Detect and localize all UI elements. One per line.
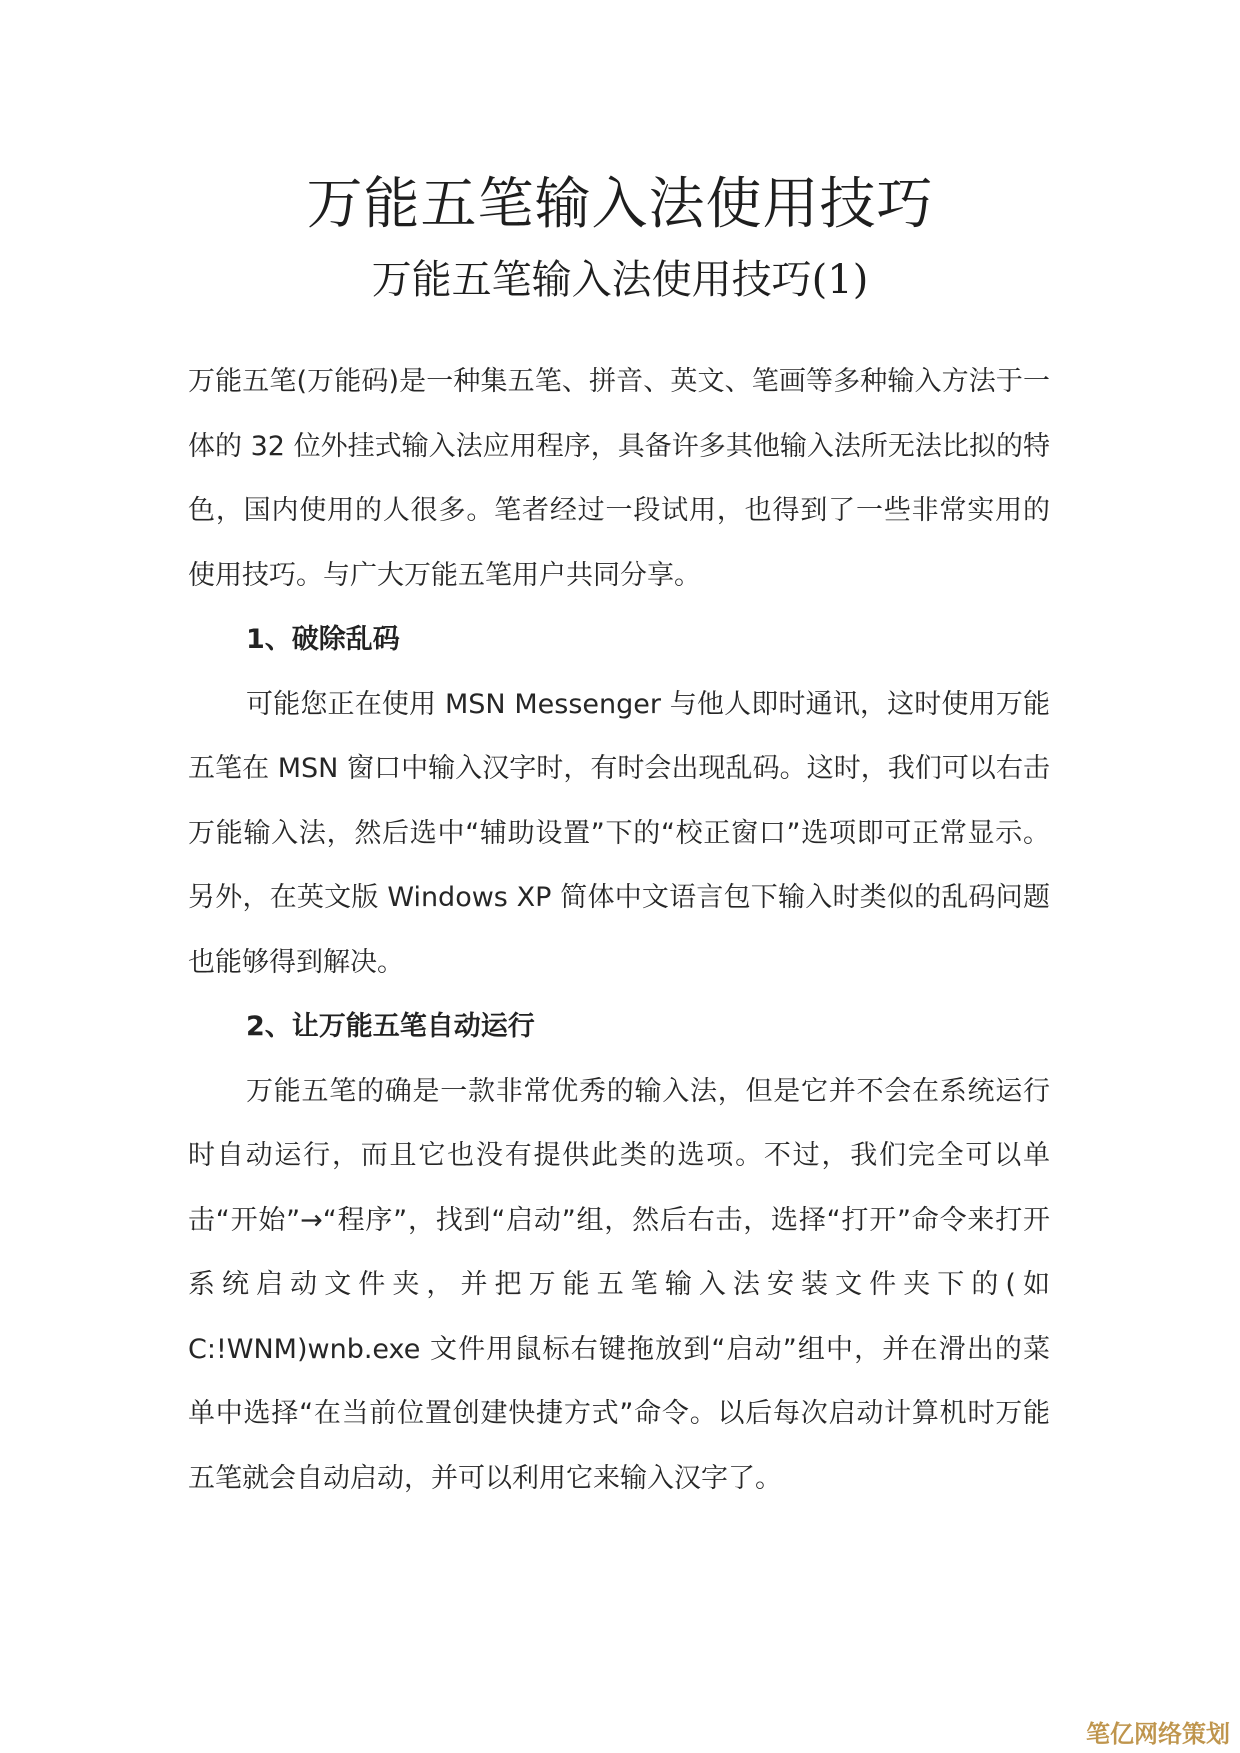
section-paragraph-1: 可能您正在使用 MSN Messenger 与他人即时通讯，这时使用万能五笔在 MSN 窗口中输入汉字时，有时会出现乱码。这时，我们可以右击万能输入法，然后选中“辅助设置”下的“校正窗口”选项即可正常显示。另外，在英文版 Windows XP 简体中文语言包下输入时类似的乱码问题也能够得到解决。	[188, 688, 1050, 978]
section-paragraph-2: 万能五笔的确是一款非常优秀的输入法，但是它并不会在系统运行时自动运行，而且它也没有提供此类的选项。不过，我们完全可以单击“开始”→“程序”，找到“启动”组，然后右击，选择“打开”命令来打开系统启动文件夹，并把万能五笔输入法安装文件夹下的(如 C:!WNM)wnb.exe 文件用鼠标右键拖放到“启动”组中，并在滑出的菜单中选择“在当前位置创建快捷方式”命令。以后每次启动计算机时万能五笔就会自动启动，并可以利用它来输入汉字了。	[188, 1075, 1050, 1494]
document-title: 万能五笔输入法使用技巧	[306, 172, 934, 237]
intro-paragraph: 万能五笔(万能码)是一种集五笔、拼音、英文、笔画等多种输入方法于一体的 32 位外挂式输入法应用程序，具备许多其他输入法所无法比拟的特色，国内使用的人很多。笔者经过一段试用，也得到了一些非常实用的使用技巧。与广大万能五笔用户共同分享。	[188, 366, 1050, 591]
section-heading-2: 2、让万能五笔自动运行	[246, 1011, 535, 1042]
watermark-logo: 笔亿网络策划	[1086, 1720, 1230, 1748]
document-body	[188, 350, 1050, 1511]
section-heading-1: 1、破除乱码	[246, 624, 400, 655]
document-subtitle: 万能五笔输入法使用技巧(1)	[371, 257, 869, 303]
